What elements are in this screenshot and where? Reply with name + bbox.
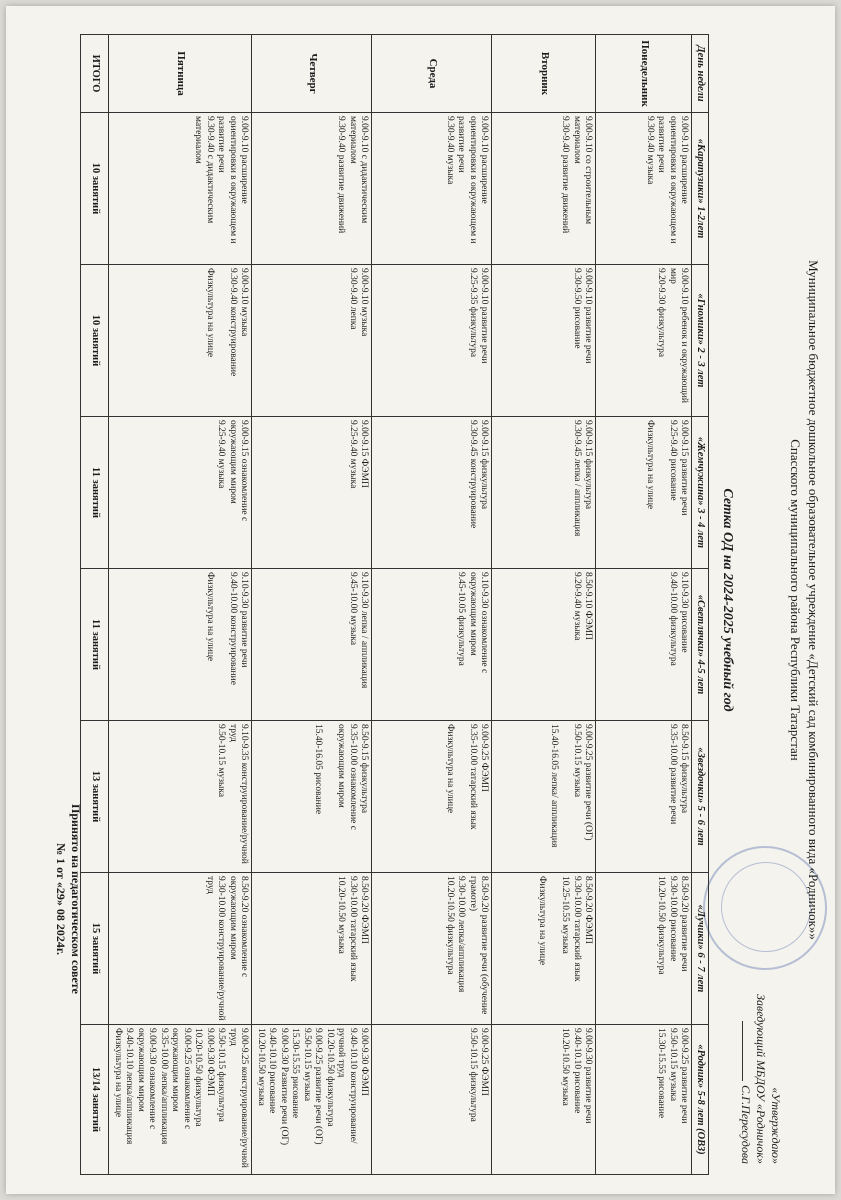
approval-block — [738, 994, 783, 1164]
day-cell: Четверг — [252, 35, 372, 113]
schedule-cell: 9.00-9.10 со строительным материалом 9.30-9.40 развитие движений — [492, 113, 596, 265]
council-note-title: Принято на педагогическом совете — [69, 804, 83, 994]
schedule-table — [81, 34, 710, 1175]
schedule-cell: 9.10-9.30 развитие речи 9.40-10.00 конструирование Физкультура на улице — [109, 569, 252, 721]
table-row — [372, 35, 492, 1175]
table-row — [596, 35, 692, 1175]
table-row — [492, 35, 596, 1175]
page-title: Сетка ОД на 2024-2025 учебный год — [720, 488, 735, 712]
schedule-cell: 9.00-9.25 развитие речи (ОГ) 9.50-10.15 музыка 15.40-16.05 лепка/ аппликация — [492, 721, 596, 873]
table-row — [109, 35, 252, 1175]
schedule-cell: 9.00-9.10 расширение ориентировки в окружающем и развитие речи 9.30-9.40 с дидактическим материалом — [109, 113, 252, 265]
totals-cell: 15 занятий — [81, 873, 109, 1025]
schedule-cell: 9.00-9.10 с дидактическим материалом 9.30-9.40 развитие движений — [252, 113, 372, 265]
totals-cell: 11 занятий — [81, 569, 109, 721]
schedule-cell: 9.00-9.10 музыка 9.30-9.40 конструирование Физкультура на улице — [109, 265, 252, 417]
schedule-cell: 8.50-9.20 ФЭМП 9.30-10.00 татарский язык 10.25-10.55 музыка Физкультура на улице — [492, 873, 596, 1025]
schedule-cell: 9.00-9.15 ознакомление с окружающим миром 9.25-9.40 музыка — [109, 417, 252, 569]
schedule-cell: 9.10-9.30 рисование 9.40-10.00 физкультура — [596, 569, 692, 721]
day-cell: Вторник — [492, 35, 596, 113]
column-header: «Жемчужина» 3 - 4 лет — [692, 417, 709, 569]
schedule-cell: 8.50-9.20 развитие речи 9.30-10.00 рисование 10.20-10.50 физкультура — [596, 873, 692, 1025]
schedule-cell: 9.00-9.25 ФЭМП 9.50-10.15 физкультура — [372, 1025, 492, 1175]
approval-name: С.Г.Пересудова — [739, 1085, 753, 1164]
totals-cell: 10 занятий — [81, 113, 109, 265]
schedule-cell: 8.50-9.20 развитие речи (обучение грамоте) 9.30-10.00 лепка/аппликация 10.20-10.50 физкультура — [372, 873, 492, 1025]
approval-label: «Утверждаю» — [769, 1087, 783, 1164]
schedule-cell: 8.50-9.15 физкультура 9.35-10.00 развитие речи — [596, 721, 692, 873]
schedule-cell: 9.00-9.15 физкультура 9.30-9.45 лепка / аппликация — [492, 417, 596, 569]
schedule-cell: 9.00-9.15 развитие речи 9.25-9.40 рисование Физкультура на улице — [596, 417, 692, 569]
schedule-cell: 9.00-9.30 развитие речи 9.40-10.10 рисование 10.20-10.50 музыка — [492, 1025, 596, 1175]
schedule-cell: 9.00-9.10 ребенок и окружающий мир 9.20-9.30 физкультура — [596, 265, 692, 417]
schedule-cell: 9.00-9.10 музыка 9.30-9.40 лепка — [252, 265, 372, 417]
totals-cell: 10 занятий — [81, 265, 109, 417]
schedule-cell: 9.00-9.10 развитие речи 9.25-9.35 физкультура — [372, 265, 492, 417]
signature-line — [742, 1021, 743, 1081]
schedule-cell: 8.50-9.20 ФЭМП 9.30-10.00 татарский язык 10.20-10.50 музыка — [252, 873, 372, 1025]
institution-name: Муниципальное бюджетное дошкольное образовательное учреждение «Детский сад комбинированного вида «Родничок»» — [806, 260, 821, 940]
schedule-cell: 8.50-9.10 ФЭМП 9.20-9.40 музыка — [492, 569, 596, 721]
column-header: «Звездочки» 5 - 6 лет — [692, 721, 709, 873]
schedule-cell: 9.00-9.30 ФЭМП 9.40-10.10 конструирование/ручной труд 10.20-10.50 физкультура 9.00-9.25 развитие речи (ОГ) 9.50-10.15 музыка 15.30-15.55 рисование 9.00-9.30 Развитие речи (ОГ) 9.40-10.10 рисование 10.20-10.50 музыка — [252, 1025, 372, 1175]
column-header: «Карапузики» 1-2лет — [692, 113, 709, 265]
schedule-cell: 9.00-9.10 расширение ориентировки в окружающем и развитие речи 9.30-9.40 музыка — [596, 113, 692, 265]
column-header: День недели — [692, 35, 709, 113]
table-row — [252, 35, 372, 1175]
schedule-cell: 9.10-9.30 ознакомление с окружающим миром 9.45-10.05 физкультура — [372, 569, 492, 721]
schedule-cell: 9.00-9.25 ФЭМП 9.35-10.00 татарский язык Физкультура на улице — [372, 721, 492, 873]
institution-district: Спасского муниципального района Республики Татарстан — [788, 439, 803, 761]
totals-cell: 11 занятий — [81, 417, 109, 569]
schedule-cell: 9.00-9.15 ФЭМП 9.25-9.40 музыка — [252, 417, 372, 569]
schedule-cell: 8.50-9.15 физкультура 9.35-10.00 ознакомление с окружающим миром 15.40-16.05 рисование — [252, 721, 372, 873]
totals-row — [81, 35, 109, 1175]
table-header-row — [692, 35, 709, 1175]
day-cell: Понедельник — [596, 35, 692, 113]
day-cell: Пятница — [109, 35, 252, 113]
schedule-cell: 8.50-9.20 ознакомление с окружающим миром 9.30-10.00 конструирование/ручной труд — [109, 873, 252, 1025]
column-header: «Гномики» 2 - 3 лет — [692, 265, 709, 417]
schedule-cell: 9.00-9.10 расширение ориентировки в окружающем и развитие речи 9.30-9.40 музыка — [372, 113, 492, 265]
council-note — [53, 804, 83, 994]
schedule-cell: 9.00-9.25 развитие речи 9.50-10.15 музыка 15.30-15.55 рисование — [596, 1025, 692, 1175]
column-header: «Светлячки» 4-5 лет — [692, 569, 709, 721]
council-note-number: № 1 от «29» 08 2024г. — [54, 843, 68, 955]
schedule-cell: 9.00-9.10 развитие речи 9.30-9.50 рисование — [492, 265, 596, 417]
rotated-content — [6, 6, 835, 1194]
totals-cell: 13/14 занятий — [81, 1025, 109, 1175]
column-header: «Родник» 5-8 лет (ОВЗ) — [692, 1025, 709, 1175]
totals-label: ИТОГО — [81, 35, 109, 113]
schedule-cell: 9.10-9.35 конструирование/ручной труд 9.50-10.15 музыка — [109, 721, 252, 873]
approval-position: Заведующий МБДОУ «Родничок» — [754, 994, 768, 1164]
document-page — [6, 6, 835, 1194]
schedule-cell: 9.10-9.30 лепка / аппликация 9.45-10.00 музыка — [252, 569, 372, 721]
column-header: «Лучики» 6 - 7 лет — [692, 873, 709, 1025]
schedule-cell: 9.00-9.15 физкультура 9.30-9.45 конструирование — [372, 417, 492, 569]
schedule-cell: 9.00-9.25 конструирование/ручной труд 9.50-10.15 физкультура 9.00-9.30 ФЭМП 10.20-10.50 физкультура 9.00-9.25 ознакомление с окружающим миром 9.35-10.00 лепка/аппликация 9.00-9.30 ознакомление с окружающим миром 9.40-10.10 лепка/аппликация Физкультура на улице — [109, 1025, 252, 1175]
day-cell: Среда — [372, 35, 492, 113]
totals-cell: 13 занятий — [81, 721, 109, 873]
